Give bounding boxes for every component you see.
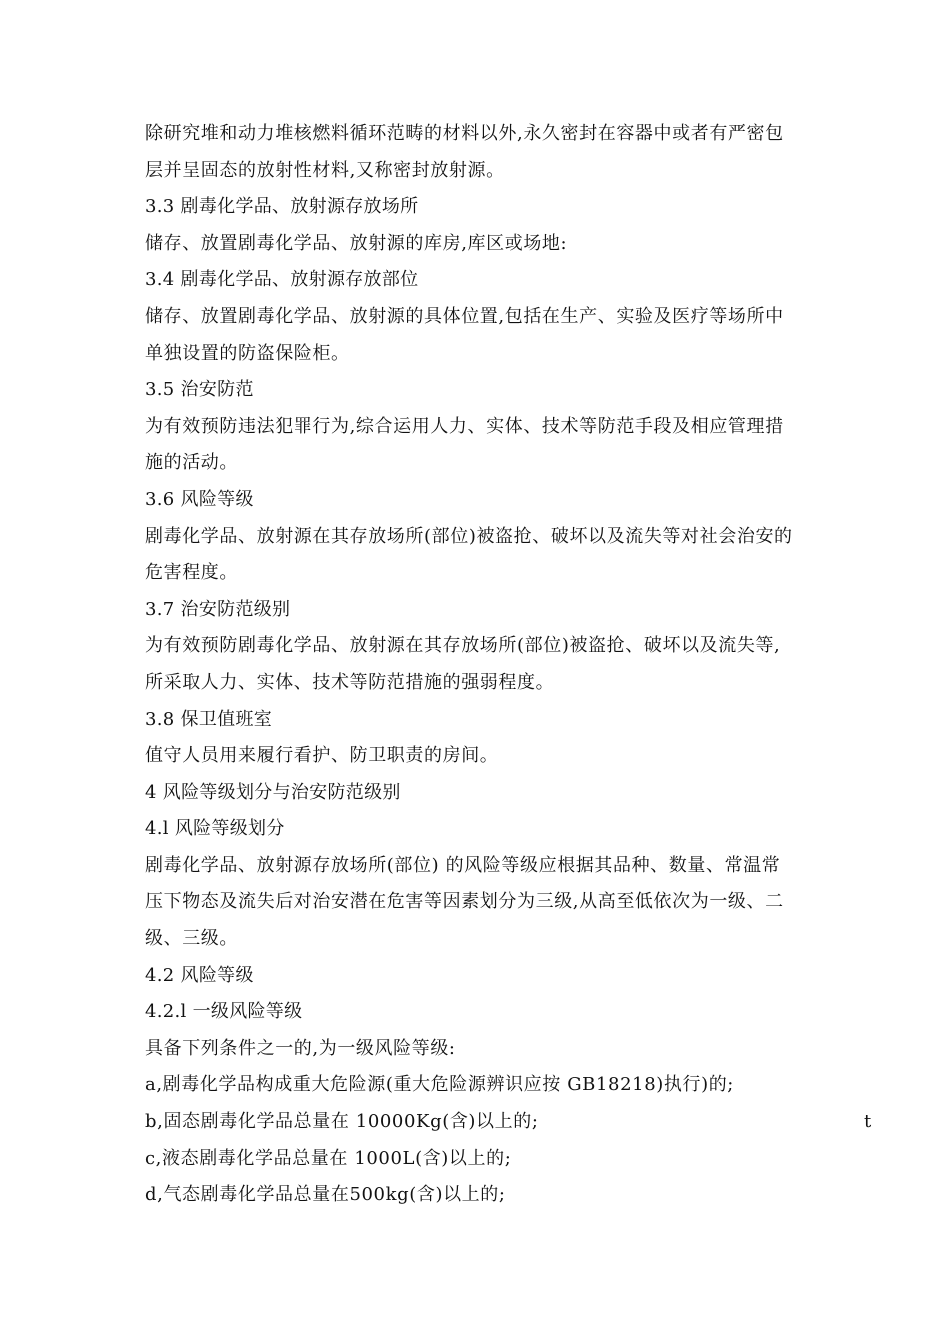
- body-text-line: 层并呈固态的放射性材料,又称密封放射源。: [145, 159, 505, 181]
- section-heading: 4.2.l 一级风险等级: [145, 1001, 303, 1023]
- section-heading: 3.4 剧毒化学品、放射源存放部位: [145, 269, 419, 291]
- body-text-line: 危害程度。: [145, 562, 238, 584]
- body-text-line: 剧毒化学品、放射源存放场所(部位) 的风险等级应根据其品种、数量、常温常: [145, 854, 781, 876]
- section-heading: 4.l 风险等级划分: [145, 818, 285, 840]
- body-text-line: 所采取人力、实体、技术等防范措施的强弱程度。: [145, 671, 555, 693]
- section-heading: 4.2 风险等级: [145, 964, 254, 986]
- document-body: [145, 116, 872, 1214]
- body-text-line: 为有效预防剧毒化学品、放射源在其存放场所(部位)被盗抢、破坏以及流失等,: [145, 635, 781, 657]
- body-text-line: 值守人员用来履行看护、防卫职责的房间。: [145, 745, 499, 767]
- body-text-line: 级、三级。: [145, 928, 238, 950]
- section-heading: 3.6 风险等级: [145, 488, 254, 510]
- list-item-line: a,剧毒化学品构成重大危险源(重大危险源辨识应按 GB18218)执行)的;: [145, 1074, 734, 1096]
- body-text-line: 除研究堆和动力堆核燃料循环范畴的材料以外,永久密封在容器中或者有严密包: [145, 123, 784, 144]
- body-text-line: 储存、放置剧毒化学品、放射源的具体位置,包括在生产、实验及医疗等场所中: [145, 305, 784, 327]
- list-item-line: c,液态剧毒化学品总量在 1000L(含)以上的;: [145, 1147, 512, 1169]
- body-text-line: 压下物态及流失后对治安潜在危害等因素划分为三级,从高至低依次为一级、二: [145, 891, 784, 913]
- section-heading: 3.3 剧毒化学品、放射源存放场所: [145, 196, 419, 218]
- stray-mark: t: [864, 1111, 872, 1133]
- body-text-line: 剧毒化学品、放射源在其存放场所(部位)被盗抢、破坏以及流失等对社会治安的: [145, 525, 793, 547]
- section-heading: 3.7 治安防范级别: [145, 598, 291, 620]
- body-text-line: 具备下列条件之一的,为一级风险等级:: [145, 1037, 456, 1059]
- body-text-line: 施的活动。: [145, 452, 238, 474]
- body-text-line: 储存、放置剧毒化学品、放射源的库房,库区或场地:: [145, 232, 568, 254]
- section-heading: 3.8 保卫值班室: [145, 708, 273, 730]
- section-heading: 3.5 治安防范: [145, 379, 254, 401]
- list-item-line: d,气态剧毒化学品总量在500kg(含)以上的;: [145, 1184, 506, 1206]
- body-text-line: 单独设置的防盗保险柜。: [145, 342, 350, 364]
- section-heading: 4 风险等级划分与治安防范级别: [145, 781, 401, 803]
- list-item-text: b,固态剧毒化学品总量在 10000Kg(含)以上的;: [145, 1111, 539, 1133]
- list-item-line-with-mark: [145, 1104, 872, 1141]
- body-text-line: 为有效预防违法犯罪行为,综合运用人力、实体、技术等防范手段及相应管理措: [145, 415, 784, 437]
